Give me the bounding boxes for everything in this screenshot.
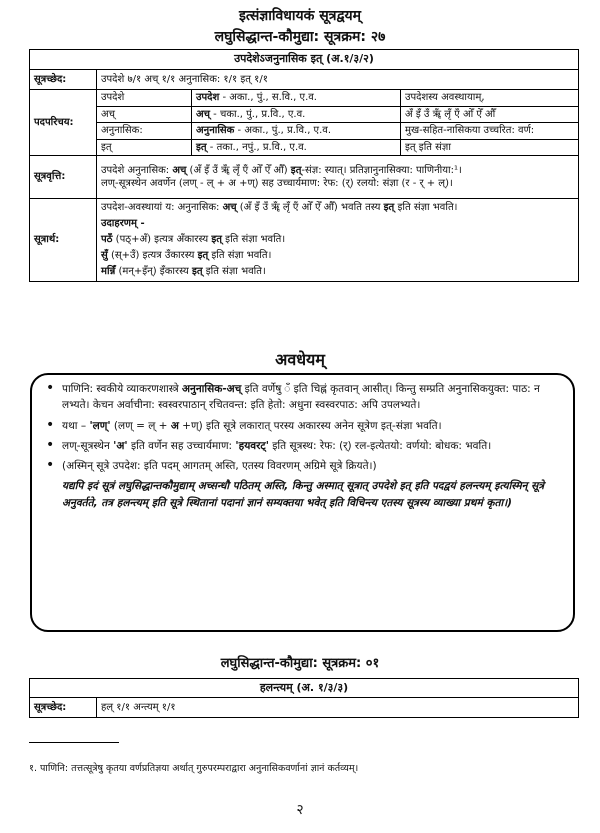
sutracchedah-text-2: हल् १/१ अन्त्यम् १/१ bbox=[97, 698, 579, 718]
pada-grammar: - अका., पुं., प्र.वि., ए.व. bbox=[234, 125, 332, 136]
sutra-title-2: हलन्त्यम् (अ. १/३/३) bbox=[30, 679, 579, 698]
pada-detail bbox=[192, 123, 579, 140]
vritti-part: इत् bbox=[290, 164, 302, 176]
artha-part: इत् bbox=[383, 202, 395, 213]
example-1 bbox=[101, 232, 574, 248]
pada-grammar: - तका., नपुं., प्र.वि., ए.व. bbox=[206, 141, 307, 153]
note-item-2 bbox=[62, 418, 565, 434]
artha-part: (अँ इँ उँ ॠँ लृँ एँ ओँ ऐँ औँ) भवति तस्य bbox=[236, 202, 384, 213]
note-part: 'अ' bbox=[113, 439, 128, 452]
sutra-number-heading-2: लघुसिद्धान्त-कौमुद्या: सूत्रक्रम: ०१ bbox=[220, 656, 380, 671]
page-number: २ bbox=[296, 802, 304, 818]
note-part: 'हयवरट्' bbox=[235, 439, 269, 452]
vritti-label: सूत्रवृत्ति: bbox=[30, 156, 97, 199]
pada-base: अच् bbox=[196, 108, 210, 120]
note-item-4: • (अस्मिन् सूत्रे उपदेश: इति पदम् आगतम् अस्ति, एतस्य विवरणम् अग्रिमे सूत्रे क्रियते।) bbox=[62, 458, 565, 474]
note-part: पाणिनि: स्वकीये व्याकरणशास्त्रे bbox=[62, 383, 182, 395]
pada-grammar: - अका., पुं., स.वि., ए.व. bbox=[219, 92, 317, 103]
note-part: इति वर्णेन सह उच्चार्यमाण: bbox=[127, 439, 236, 452]
pada-grammar: - चका., पुं., प्र.वि., ए.व. bbox=[210, 108, 306, 120]
sutracchedah-text: उपदेशे ७/१ अच् १/१ अनुनासिक: १/१ इत् १/१ bbox=[97, 70, 579, 90]
vritti-line2: लण्-सूत्रस्थेन अवर्णेन (लण् - ल् + अ +ण्) सह उच्चार्यमाण: रेफ: (र्) रलयो: संज्ञा (र - र् + ल्)। bbox=[101, 178, 453, 189]
artha-part: इति संज्ञा भवति। bbox=[394, 202, 458, 213]
example-word: मन्निँ bbox=[101, 266, 116, 277]
pada-meaning: इत् इति संज्ञा bbox=[405, 141, 451, 153]
artha-part: उपदेश-अवस्थायां य: अनुनासिक: bbox=[101, 202, 223, 213]
pada-base: इत् bbox=[196, 141, 207, 153]
note-part: अ bbox=[170, 419, 179, 432]
artha-label: सूत्रार्थ: bbox=[30, 199, 97, 282]
vritti-part: उपदेशे अनुनासिक: bbox=[101, 164, 173, 176]
example-part: इति संज्ञा भवति। bbox=[221, 234, 286, 245]
example-word: सुँ bbox=[101, 250, 108, 261]
note-item-1 bbox=[62, 381, 565, 414]
sutra-table-2 bbox=[29, 678, 579, 718]
example-part: इत् bbox=[211, 234, 222, 245]
vritti-text bbox=[97, 156, 579, 199]
vritti-part: (अँ इँ उँ ॠँ लृँ एँ ओँ ऐँ औँ) bbox=[186, 164, 291, 176]
note-part: +ण्) इति सूत्रे लकारात् परस्य अकारस्य अनेन सूत्रेण इत्-संज्ञा भवति। bbox=[178, 419, 442, 432]
note-item-3 bbox=[62, 438, 565, 454]
sutra-table bbox=[29, 49, 579, 282]
note-part: लण्-सूत्रस्थेन bbox=[62, 439, 114, 452]
example-word: पठँ bbox=[101, 234, 113, 245]
pada-meaning: उपदेशस्य अवस्थायाम्, bbox=[405, 92, 485, 103]
note-part: इति सूत्रस्थ: रेफ: (र्) रल-इत्येतयो: वर्णयो: बोधक: भवति। bbox=[268, 439, 492, 452]
example-part: इत् bbox=[197, 250, 209, 261]
note-part: अनुनासिक-अच् bbox=[181, 383, 242, 395]
avadheyam-heading: अवधेयम् bbox=[275, 350, 325, 369]
pada-word: अनुनासिक: bbox=[97, 123, 192, 140]
pada-base: उपदेश bbox=[196, 92, 220, 103]
padaparichaya-label: पदपरिचय: bbox=[30, 90, 97, 156]
sutracchedah-label: सूत्रच्छेद: bbox=[30, 70, 97, 90]
example-part: (स्+उँ) इत्यत्र उँकारस्य bbox=[107, 250, 198, 261]
pada-word: इत् bbox=[97, 139, 192, 156]
artha-text bbox=[97, 199, 579, 282]
note-part: 'लण्' bbox=[89, 419, 111, 432]
sutra-title: उपदेशेऽजनुनासिक इत् (अ.१/३/२) bbox=[30, 50, 579, 70]
pada-meaning: मुख-सहित-नासिकया उच्चरित: वर्ण: bbox=[405, 125, 535, 136]
pada-meaning: अँ इँ उँ ॠँ लृँ एँ ओँ ऐँ औँ bbox=[405, 108, 496, 120]
udaharanam-heading: उदाहरणम् - bbox=[101, 218, 145, 229]
note-box bbox=[30, 373, 575, 632]
note-part: इति वर्णेषु ँ इति चिह्नं कृतवान् आसीत्। किन्तु सम्प्रति अनुनासिकयुक्त: पाठ: न लभ्यते। केचन अर्वाचीना: स्वस्वरपाठान् रचितवन्त: इति हेतो: अधुना स्वस्वरपाठ: अपि उपलभ्यते। bbox=[62, 383, 540, 412]
example-part: इति संज्ञा भवति। bbox=[202, 266, 266, 277]
note-part: (लण् = ल् + bbox=[110, 419, 171, 432]
footnote-rule bbox=[29, 742, 119, 743]
artha-part: अच् bbox=[222, 202, 237, 213]
example-2 bbox=[101, 248, 574, 264]
pada-detail bbox=[192, 106, 579, 123]
example-3 bbox=[101, 264, 574, 280]
pada-base: अनुनासिक bbox=[196, 125, 235, 136]
example-part: (पठ्+अँ) इत्यत्र अँकारस्य bbox=[112, 234, 212, 245]
example-part: इत् bbox=[191, 266, 203, 277]
note-paragraph: यद्यपि इदं सूत्रं लघुसिद्धान्तकौमुद्याम् अच्सन्धौ पठितम् अस्ति, किन्तु अस्मात् सूत्रात् उपदेशे इत् इति पदद्वयं हलन्त्यम् इत्यस्मिन् सूत्रे अनुवर्तते, तत्र हलन्त्यम् इति सूत्रे स्थितानां पदानां ज्ञानं सम्यक्तया भवेत् इति विचिन्त्य एतस्य सूत्रस्य व्याख्या प्रथमं कृता।) bbox=[62, 480, 545, 509]
pada-detail bbox=[192, 90, 579, 107]
note-part: यथा – bbox=[62, 419, 90, 432]
sutracchedah-label-2: सूत्रच्छेद: bbox=[30, 698, 97, 718]
pada-word: अच् bbox=[97, 106, 192, 123]
page-heading: इत्संज्ञाविधायकं सूत्रद्वयम् bbox=[238, 8, 362, 24]
sutra-number-heading: लघुसिद्धान्त-कौमुद्या: सूत्रक्रम: २७ bbox=[214, 29, 386, 45]
pada-detail bbox=[192, 139, 579, 156]
example-part: (मन्+इँन्) इँकारस्य bbox=[115, 266, 192, 277]
vritti-part: -संज्ञ: स्यात्। प्रतिज्ञानुनासिक्या: पाणिनीया:¹। bbox=[301, 164, 462, 176]
vritti-part: अच् bbox=[172, 164, 187, 176]
example-part: इति संज्ञा भवति। bbox=[208, 250, 272, 261]
footnote: १. पाणिनि: तत्तत्सूत्रेषु कृतया वर्णप्रतिज्ञया अर्थात् गुरुपरम्पराद्वारा अनुनासिकवर्णानां ज्ञानं कर्तव्यम्। bbox=[29, 763, 359, 774]
pada-word: उपदेशे bbox=[97, 90, 192, 107]
